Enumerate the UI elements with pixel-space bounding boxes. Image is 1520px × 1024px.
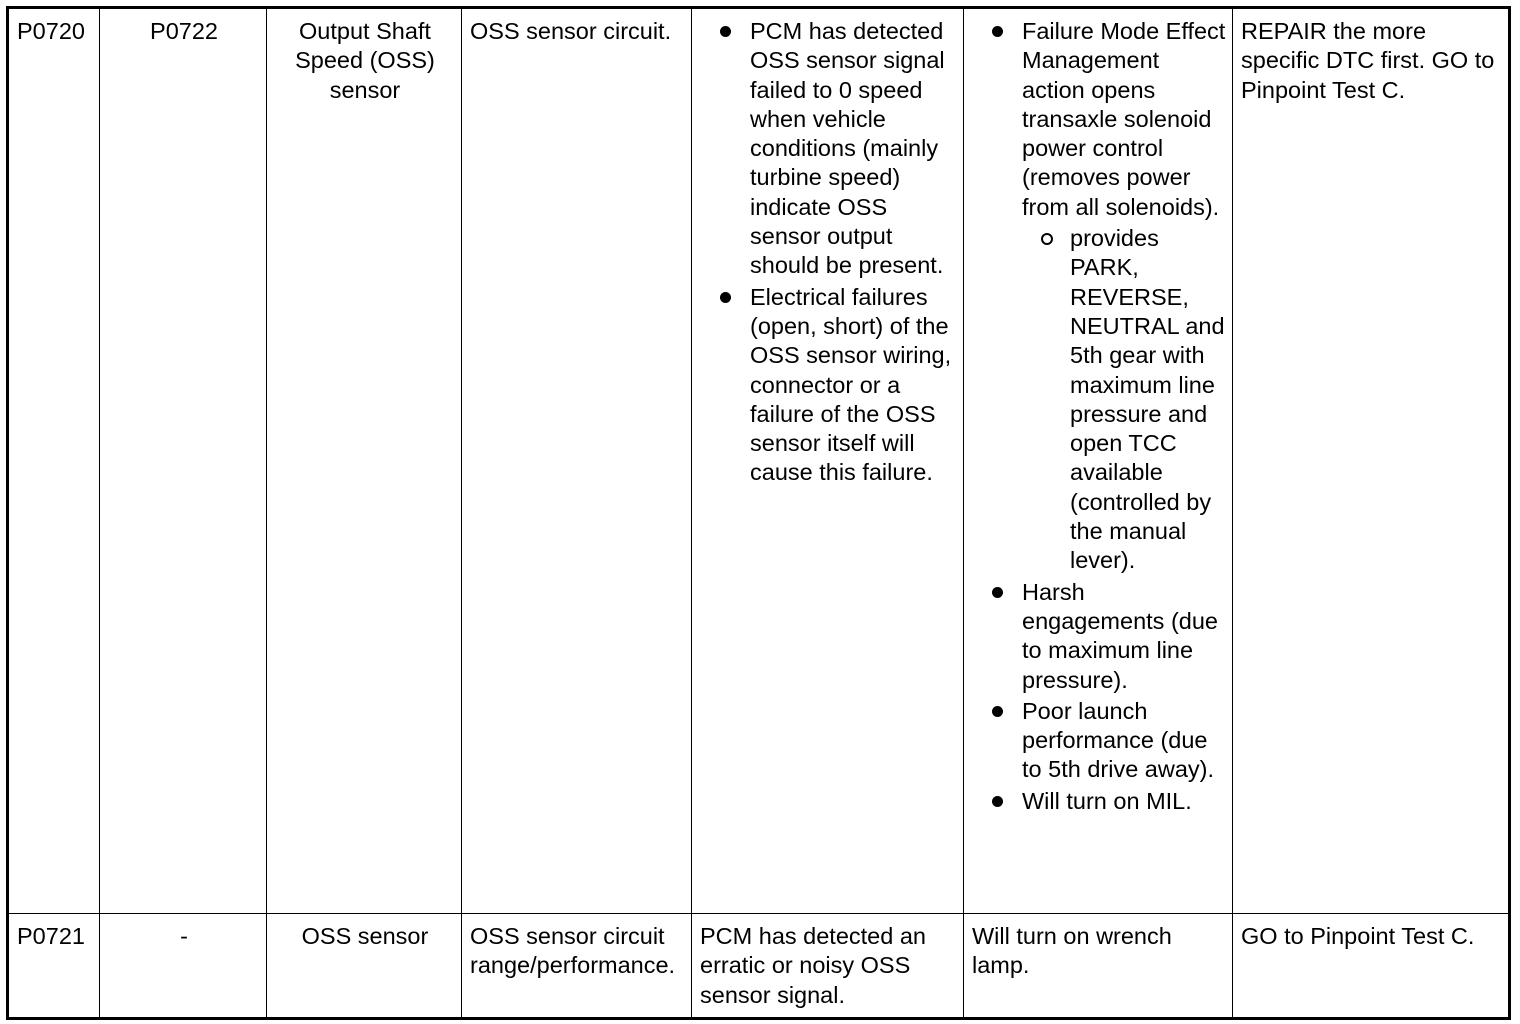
condition-list [700,17,957,488]
dtc-table [6,6,1511,1020]
symptoms-list [972,17,1226,816]
condition-cell: PCM has detected an erratic or noisy OSS sensor signal. [692,914,964,1019]
condition-cell [692,8,964,914]
list-item-text: Failure Mode Effect Management action opens transaxle solenoid power control (removes power from all solenoids). [1022,18,1226,220]
dtc-code-cell: P0721 [8,914,100,1019]
table-row [8,914,1510,1019]
dtc-code-cell: P0720 [8,8,100,914]
action-cell: REPAIR the more specific DTC first. GO to Pinpoint Test C. [1233,8,1510,914]
list-item: PCM has detected OSS sensor signal failed to 0 speed when vehicle conditions (mainly turbine speed) indicate OSS sensor output should be present. [700,17,957,281]
list-item: Poor launch performance (due to 5th drive away). [972,697,1226,785]
related-dtc-cell: - [100,914,267,1019]
list-item: Will turn on MIL. [972,787,1226,816]
list-item [972,17,1226,576]
table-row [8,8,1510,914]
symptoms-cell: Will turn on wrench lamp. [964,914,1233,1019]
list-item: Harsh engagements (due to maximum line pressure). [972,578,1226,695]
list-item: Electrical failures (open, short) of the OSS sensor wiring, connector or a failure of the OSS sensor itself will cause this failure. [700,283,957,488]
action-cell: GO to Pinpoint Test C. [1233,914,1510,1019]
related-dtc-cell: P0722 [100,8,267,914]
sub-list [1022,224,1226,576]
sub-list-item: provides PARK, REVERSE, NEUTRAL and 5th gear with maximum line pressure and open TCC available (controlled by the manual lever). [1022,224,1226,576]
component-cell: Output Shaft Speed (OSS) sensor [267,8,462,914]
symptoms-cell [964,8,1233,914]
description-cell: OSS sensor circuit. [462,8,692,914]
description-cell: OSS sensor circuit range/performance. [462,914,692,1019]
component-cell: OSS sensor [267,914,462,1019]
